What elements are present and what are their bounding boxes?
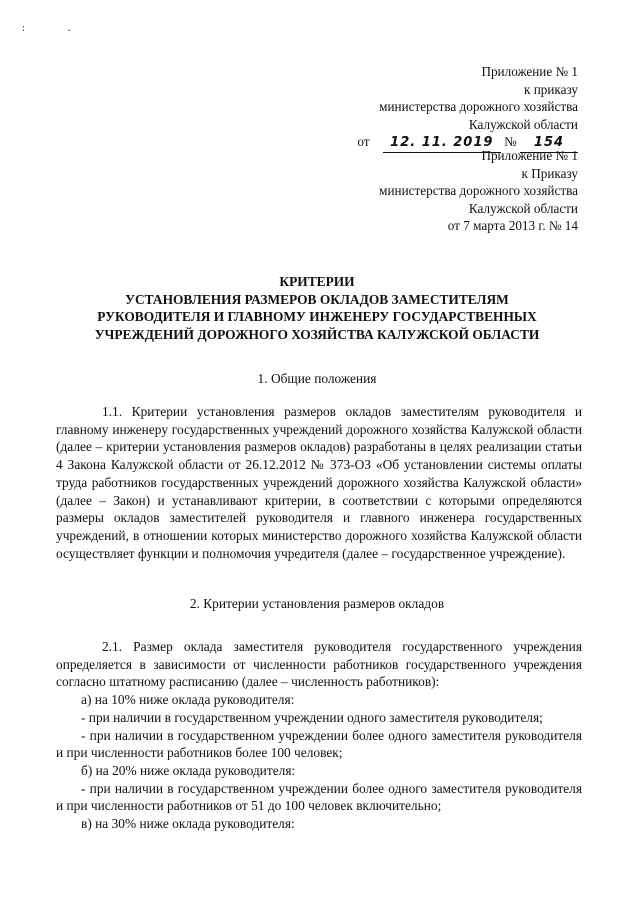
handwritten-number: 154 — [520, 134, 578, 153]
appendix-line: к Приказу — [521, 165, 578, 181]
title-line: РУКОВОДИТЕЛЯ И ГЛАВНОМУ ИНЖЕНЕРУ ГОСУДАРСТВЕННЫХ — [97, 309, 537, 324]
document-title — [40, 273, 594, 343]
appendix-line: к приказу — [524, 81, 578, 97]
paragraph-1-1: 1.1. Критерии установления размеров окладов заместителям руководителя и главному инженеру государственных учреждений дорожного хозяйства Калужской области (далее – критерии установления размеров окладов) разработаны в целях реализации статьи 4 Закона Калужской области от 26.12.2012 № 373-ОЗ «Об установлении системы оплаты труда работников государственных учреждений дорожного хозяйства Калужской области» (далее – Закон) и устанавливают критерии, в соответствии с которыми определяются размеры окладов заместителей руководителя и главного инженера государственных учреждений, в отношении которых министерство дорожного хозяйства Калужской области осуществляет функции и полномочия учредителя (далее – государственное учреждение). — [56, 404, 582, 561]
number-prefix: № — [504, 134, 517, 149]
list-item: - при наличии в государственном учреждении более одного заместителя руководителя и при численности работников более 100 человек; — [56, 727, 582, 761]
section-heading-criteria: 2. Критерии установления размеров окладов — [189, 596, 445, 611]
appendix-line: Приложение № 1 — [481, 148, 578, 163]
appendix-line: министерства дорожного хозяйства — [379, 99, 578, 114]
appendix-original — [318, 147, 578, 235]
date-prefix: от — [357, 134, 370, 149]
title-line: КРИТЕРИИ — [279, 274, 355, 289]
list-item: 2.1. Размер оклада заместителя руководителя государственного учреждения определяется в зависимости от численности работников государственного учреждения согласно штатному расписанию (далее – численность работников): — [56, 639, 582, 690]
list-item: а) на 10% ниже оклада руководителя: — [81, 692, 295, 708]
appendix-line: от 7 марта 2013 г. № 14 — [447, 218, 578, 233]
list-item: в) на 30% ниже оклада руководителя: — [81, 816, 295, 832]
appendix-current — [318, 63, 578, 153]
list-item: б) на 20% ниже оклада руководителя: — [81, 762, 296, 778]
appendix-line: Приложение № 1 — [481, 64, 578, 79]
scan-marks: : . — [22, 22, 91, 34]
appendix-line: Калужской области — [468, 116, 578, 132]
list-item: - при наличии в государственном учреждении одного заместителя руководителя; — [81, 709, 543, 725]
handwritten-date: 12. 11. 2019 — [383, 134, 501, 153]
title-line: УСТАНОВЛЕНИЯ РАЗМЕРОВ ОКЛАДОВ ЗАМЕСТИТЕЛЯМ — [125, 291, 509, 307]
criteria-list — [56, 638, 582, 833]
section-heading-general: 1. Общие положения — [257, 371, 377, 386]
appendix-line: Калужской области — [468, 200, 578, 216]
title-line: УЧРЕЖДЕНИЙ ДОРОЖНОГО ХОЗЯЙСТВА КАЛУЖСКОЙ ОБЛАСТИ — [94, 326, 540, 342]
appendix-line: министерства дорожного хозяйства — [379, 183, 578, 198]
list-item: - при наличии в государственном учреждении более одного заместителя руководителя и при численности работников от 51 до 100 человек включительно; — [56, 780, 582, 814]
